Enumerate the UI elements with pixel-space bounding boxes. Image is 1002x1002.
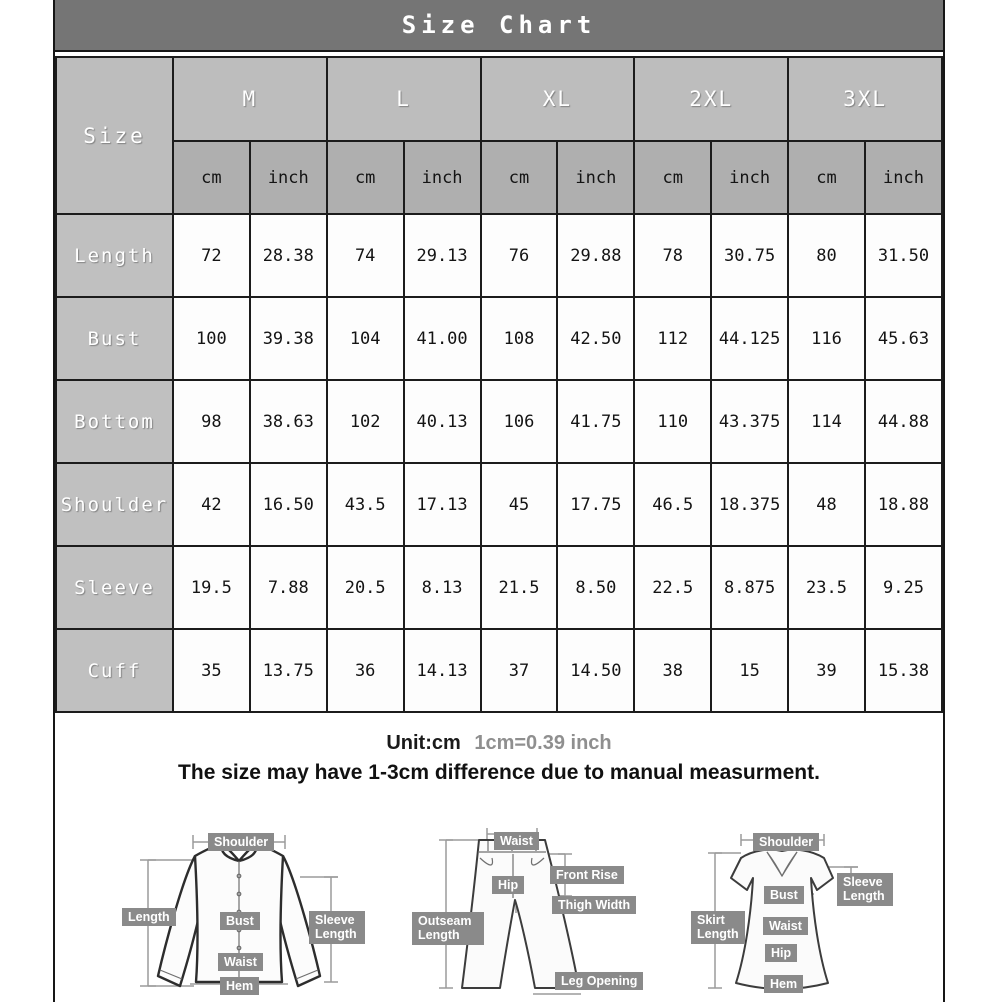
value-cell: 28.38	[250, 214, 327, 297]
pants-outseam-length-label: Outseam Length	[412, 912, 484, 945]
value-cell: 19.5	[173, 546, 250, 629]
shirt-waist-label: Waist	[218, 953, 263, 971]
unit-header-cm: cm	[634, 141, 711, 214]
pants-thigh-width-label: Thigh Width	[552, 896, 636, 914]
unit-header-inch: inch	[557, 141, 634, 214]
notes-block	[55, 732, 943, 785]
table-row-length	[56, 214, 942, 297]
size-col-2xl: 2XL	[634, 57, 788, 141]
value-cell: 116	[788, 297, 865, 380]
value-cell: 104	[327, 297, 404, 380]
dress-bust-label: Bust	[764, 886, 804, 904]
value-cell: 8.13	[404, 546, 481, 629]
table-row-cuff	[56, 629, 942, 712]
value-cell: 114	[788, 380, 865, 463]
value-cell: 108	[481, 297, 558, 380]
value-cell: 15	[711, 629, 788, 712]
shirt-bust-label: Bust	[220, 912, 260, 930]
unit-header-cm: cm	[173, 141, 250, 214]
value-cell: 13.75	[250, 629, 327, 712]
value-cell: 39.38	[250, 297, 327, 380]
row-label-sleeve: Sleeve	[56, 546, 173, 629]
value-cell: 31.50	[865, 214, 942, 297]
value-cell: 14.50	[557, 629, 634, 712]
value-cell: 18.375	[711, 463, 788, 546]
value-cell: 18.88	[865, 463, 942, 546]
unit-label: Unit:cm	[386, 732, 461, 754]
value-cell: 22.5	[634, 546, 711, 629]
dress-hem-label: Hem	[764, 975, 803, 993]
unit-note	[55, 732, 943, 755]
value-cell: 21.5	[481, 546, 558, 629]
value-cell: 29.13	[404, 214, 481, 297]
value-cell: 17.75	[557, 463, 634, 546]
unit-header-cm: cm	[327, 141, 404, 214]
value-cell: 98	[173, 380, 250, 463]
row-label-shoulder: Shoulder	[56, 463, 173, 546]
dress-hip-label: Hip	[765, 944, 797, 962]
value-cell: 44.88	[865, 380, 942, 463]
table-row-bust	[56, 297, 942, 380]
dress-skirt-length-label: Skirt Length	[691, 911, 745, 944]
value-cell: 29.88	[557, 214, 634, 297]
value-cell: 76	[481, 214, 558, 297]
title-bar	[55, 0, 943, 52]
value-cell: 46.5	[634, 463, 711, 546]
value-cell: 35	[173, 629, 250, 712]
shirt-diagram	[102, 820, 402, 1002]
value-cell: 14.13	[404, 629, 481, 712]
unit-header-inch: inch	[711, 141, 788, 214]
size-chart-sheet	[53, 0, 945, 1002]
value-cell: 74	[327, 214, 404, 297]
value-cell: 30.75	[711, 214, 788, 297]
value-cell: 9.25	[865, 546, 942, 629]
value-cell: 40.13	[404, 380, 481, 463]
value-cell: 110	[634, 380, 711, 463]
pants-diagram	[402, 820, 682, 1002]
page-title: Size Chart	[401, 11, 597, 39]
value-cell: 36	[327, 629, 404, 712]
value-cell: 41.00	[404, 297, 481, 380]
conversion-note: 1cm=0.39 inch	[474, 732, 612, 754]
value-cell: 23.5	[788, 546, 865, 629]
pants-hip-label: Hip	[492, 876, 524, 894]
value-cell: 42.50	[557, 297, 634, 380]
measurement-diagrams	[55, 820, 943, 1002]
value-cell: 8.875	[711, 546, 788, 629]
unit-header-inch: inch	[865, 141, 942, 214]
value-cell: 45.63	[865, 297, 942, 380]
value-cell: 112	[634, 297, 711, 380]
pants-front-rise-label: Front Rise	[550, 866, 624, 884]
value-cell: 39	[788, 629, 865, 712]
pants-leg-opening-label: Leg Opening	[555, 972, 643, 990]
value-cell: 78	[634, 214, 711, 297]
value-cell: 106	[481, 380, 558, 463]
table-row-sleeve	[56, 546, 942, 629]
table-row-bottom	[56, 380, 942, 463]
value-cell: 44.125	[711, 297, 788, 380]
value-cell: 43.5	[327, 463, 404, 546]
size-table	[55, 56, 943, 713]
value-cell: 37	[481, 629, 558, 712]
size-col-xl: XL	[481, 57, 635, 141]
value-cell: 8.50	[557, 546, 634, 629]
unit-header-cm: cm	[788, 141, 865, 214]
size-col-m: M	[173, 57, 327, 141]
value-cell: 20.5	[327, 546, 404, 629]
value-cell: 100	[173, 297, 250, 380]
value-cell: 80	[788, 214, 865, 297]
unit-header-inch: inch	[250, 141, 327, 214]
row-label-bust: Bust	[56, 297, 173, 380]
dress-sleeve-length-label: Sleeve Length	[837, 873, 893, 906]
value-cell: 7.88	[250, 546, 327, 629]
size-col-l: L	[327, 57, 481, 141]
size-col-3xl: 3XL	[788, 57, 942, 141]
value-cell: 102	[327, 380, 404, 463]
dress-shoulder-label: Shoulder	[753, 833, 819, 851]
value-cell: 16.50	[250, 463, 327, 546]
value-cell: 17.13	[404, 463, 481, 546]
unit-header-inch: inch	[404, 141, 481, 214]
pants-waist-label: Waist	[494, 832, 539, 850]
shirt-hem-label: Hem	[220, 977, 259, 995]
value-cell: 38.63	[250, 380, 327, 463]
shirt-sleeve-length-label: Sleeve Length	[309, 911, 365, 944]
table-row-shoulder	[56, 463, 942, 546]
value-cell: 38	[634, 629, 711, 712]
value-cell: 42	[173, 463, 250, 546]
value-cell: 48	[788, 463, 865, 546]
row-label-length: Length	[56, 214, 173, 297]
value-cell: 15.38	[865, 629, 942, 712]
disclaimer-note: The size may have 1-3cm difference due to manual measurment.	[178, 761, 820, 784]
unit-header-cm: cm	[481, 141, 558, 214]
row-label-cuff: Cuff	[56, 629, 173, 712]
value-cell: 41.75	[557, 380, 634, 463]
dress-diagram	[679, 820, 937, 1002]
value-cell: 43.375	[711, 380, 788, 463]
row-label-bottom: Bottom	[56, 380, 173, 463]
corner-size-label: Size	[56, 57, 173, 214]
value-cell: 72	[173, 214, 250, 297]
shirt-length-label: Length	[122, 908, 176, 926]
shirt-shoulder-label: Shoulder	[208, 833, 274, 851]
dress-waist-label: Waist	[763, 917, 808, 935]
value-cell: 45	[481, 463, 558, 546]
